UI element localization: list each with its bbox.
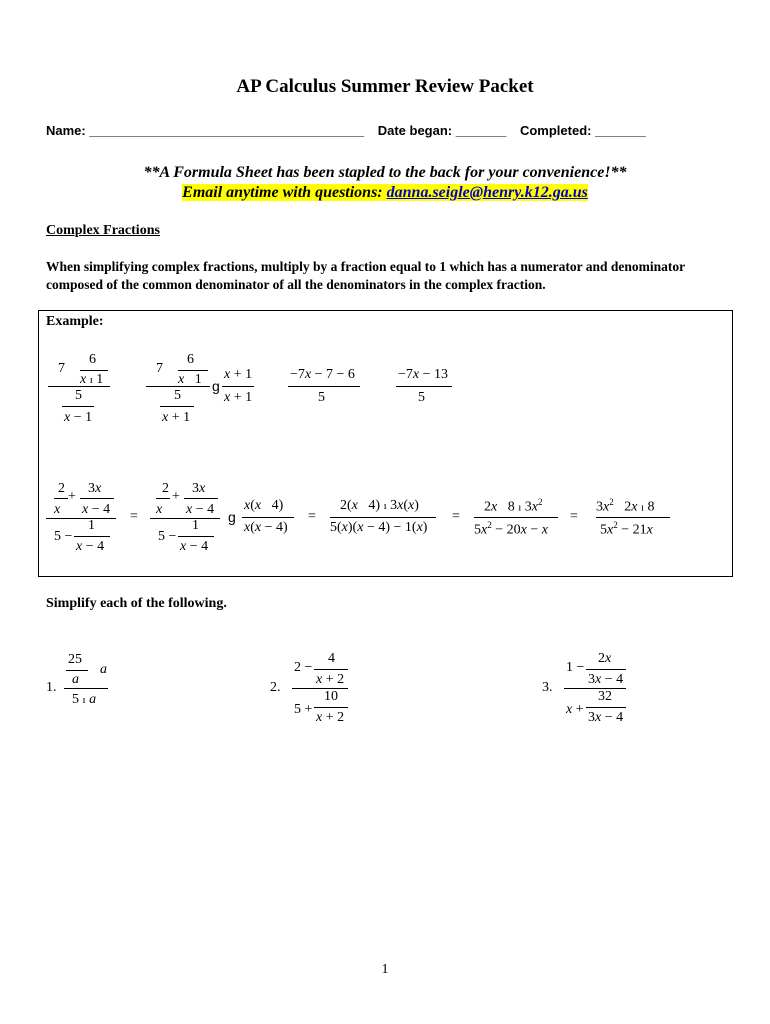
- problem-number: 2.: [270, 680, 281, 695]
- date-began-field[interactable]: Date began: _______: [377, 123, 507, 138]
- page-title: AP Calculus Summer Review Packet: [236, 76, 534, 97]
- completed-field[interactable]: Completed: _______: [519, 123, 646, 138]
- instructions-paragraph: When simplifying complex fractions, multiply by a fraction equal to 1 which has a numerator and denominator composed of the common denominator of all the denominators in the complex fraction.: [46, 259, 685, 292]
- example-label: Example:: [46, 314, 104, 329]
- page-number: 1: [381, 962, 389, 977]
- email-link[interactable]: danna.seigle@henry.k12.ga.us: [386, 184, 588, 201]
- name-field[interactable]: Name: ______________________________________: [46, 123, 365, 138]
- section-heading: Complex Fractions: [46, 223, 160, 238]
- problem-number: 3.: [542, 680, 553, 695]
- problem-number: 1.: [46, 680, 57, 695]
- student-info-row: [46, 123, 656, 138]
- email-notice: [0, 184, 770, 202]
- email-prefix: Email anytime with questions:: [182, 184, 387, 201]
- formula-sheet-notice: **A Formula Sheet has been stapled to the back for your convenience!**: [143, 164, 627, 181]
- simplify-heading: Simplify each of the following.: [46, 596, 227, 611]
